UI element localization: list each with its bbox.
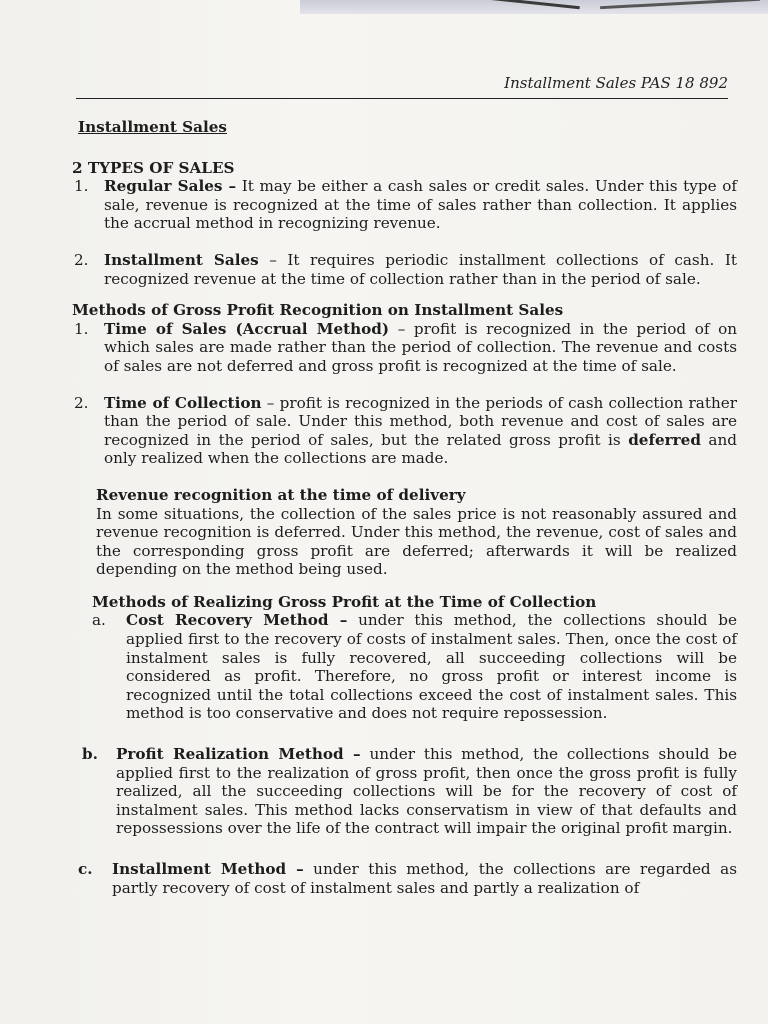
item-text: – profit is recognized in the periods of cash collection rather than the period of sale. Under this method, both revenue and cost of sales are recognized in the period of sales, but the related gross profit is [104,393,737,449]
types-heading: 2 TYPES OF SALES [72,158,235,177]
realizing-section [78,592,738,897]
list-item [72,320,737,376]
item-term: Installment Sales [104,250,259,269]
page-header [76,72,728,99]
item-number: 2. [74,250,89,269]
delivery-section [96,486,737,579]
methods-heading: Methods of Gross Profit Recognition on Installment Sales [72,301,564,320]
item-term: Time of Collection [104,393,262,412]
item-number: 2. [74,393,89,412]
edge-mark [460,0,580,9]
item-text: under this method, the collections are regarded as partly recovery of cost of instalment sales and partly a realization of [112,860,737,897]
item-text: under this method, the collections should be applied first to the realization of gross profit, then once the gross profit is fully realized, all the succeeding collections will be for the recovery of cost of instalment sales. This method lacks conservatism in view of that defaults and repossessions over the life of the contract will impair the original profit margin. [116,745,737,838]
item-term: Regular Sales – [104,177,237,196]
list-item [78,860,737,897]
item-text: and only realized when the collections are made. [104,430,737,468]
header-title: Installment Sales PAS 18 892 [504,74,728,92]
list-item [92,611,737,723]
types-list [72,177,737,288]
item-text: – profit is recognized in the period of on which sales are made rather than the period of collection. The revenue and costs of sales are not deferred and gross profit is recognized at the time of sale. [104,319,738,375]
page-top-edge [300,0,768,14]
item-term: Profit Realization Method – [116,745,361,764]
list-item [82,745,737,838]
realizing-heading: Methods of Realizing Gross Profit at the Time of Collection [92,592,597,611]
item-number: 1. [74,177,89,196]
item-number: 1. [74,319,89,338]
item-letter: b. [82,745,98,764]
delivery-text: In some situations, the collection of the sales price is not reasonably assured and revenue recognition is deferred. Under this method, the revenue, cost of sales and the corresponding gross profit are deferred; afterwards it will be realized depending on the method being used. [96,504,737,579]
realizing-list [78,611,738,897]
item-emphasis: deferred [628,430,701,449]
item-term: Time of Sales (Accrual Method) [104,319,390,338]
delivery-heading: Revenue recognition at the time of delivery [96,485,466,504]
item-text: It may be either a cash sales or credit sales. Under this type of sale, revenue is recognized at the time of sales rather than collection. It applies the accrual method in recognizing revenue. [104,177,737,233]
document-body [72,110,737,897]
item-text: – It requires periodic installment collections of cash. It recognized revenue at the time of collection rather than in the period of sale. [104,250,737,288]
methods-list [72,320,737,468]
item-letter: c. [78,860,93,878]
list-item [72,251,737,288]
item-letter: a. [92,611,106,630]
list-item [72,394,737,468]
document-title: Installment Sales [78,118,227,136]
edge-mark [600,0,760,9]
item-term: Installment Method – [112,860,304,878]
item-text: under this method, the collections should be applied first to the recovery of costs of instalment sales. Then, once the cost of instalment sales is fully recovered, all succeeding collections will be considered as profit. Therefore, no gross profit or interest income is recognized until the total collections exceed the cost of instalment sales. This method is too conservative and does not require repossession. [126,611,738,723]
item-term: Cost Recovery Method – [126,611,348,630]
list-item [72,177,737,233]
